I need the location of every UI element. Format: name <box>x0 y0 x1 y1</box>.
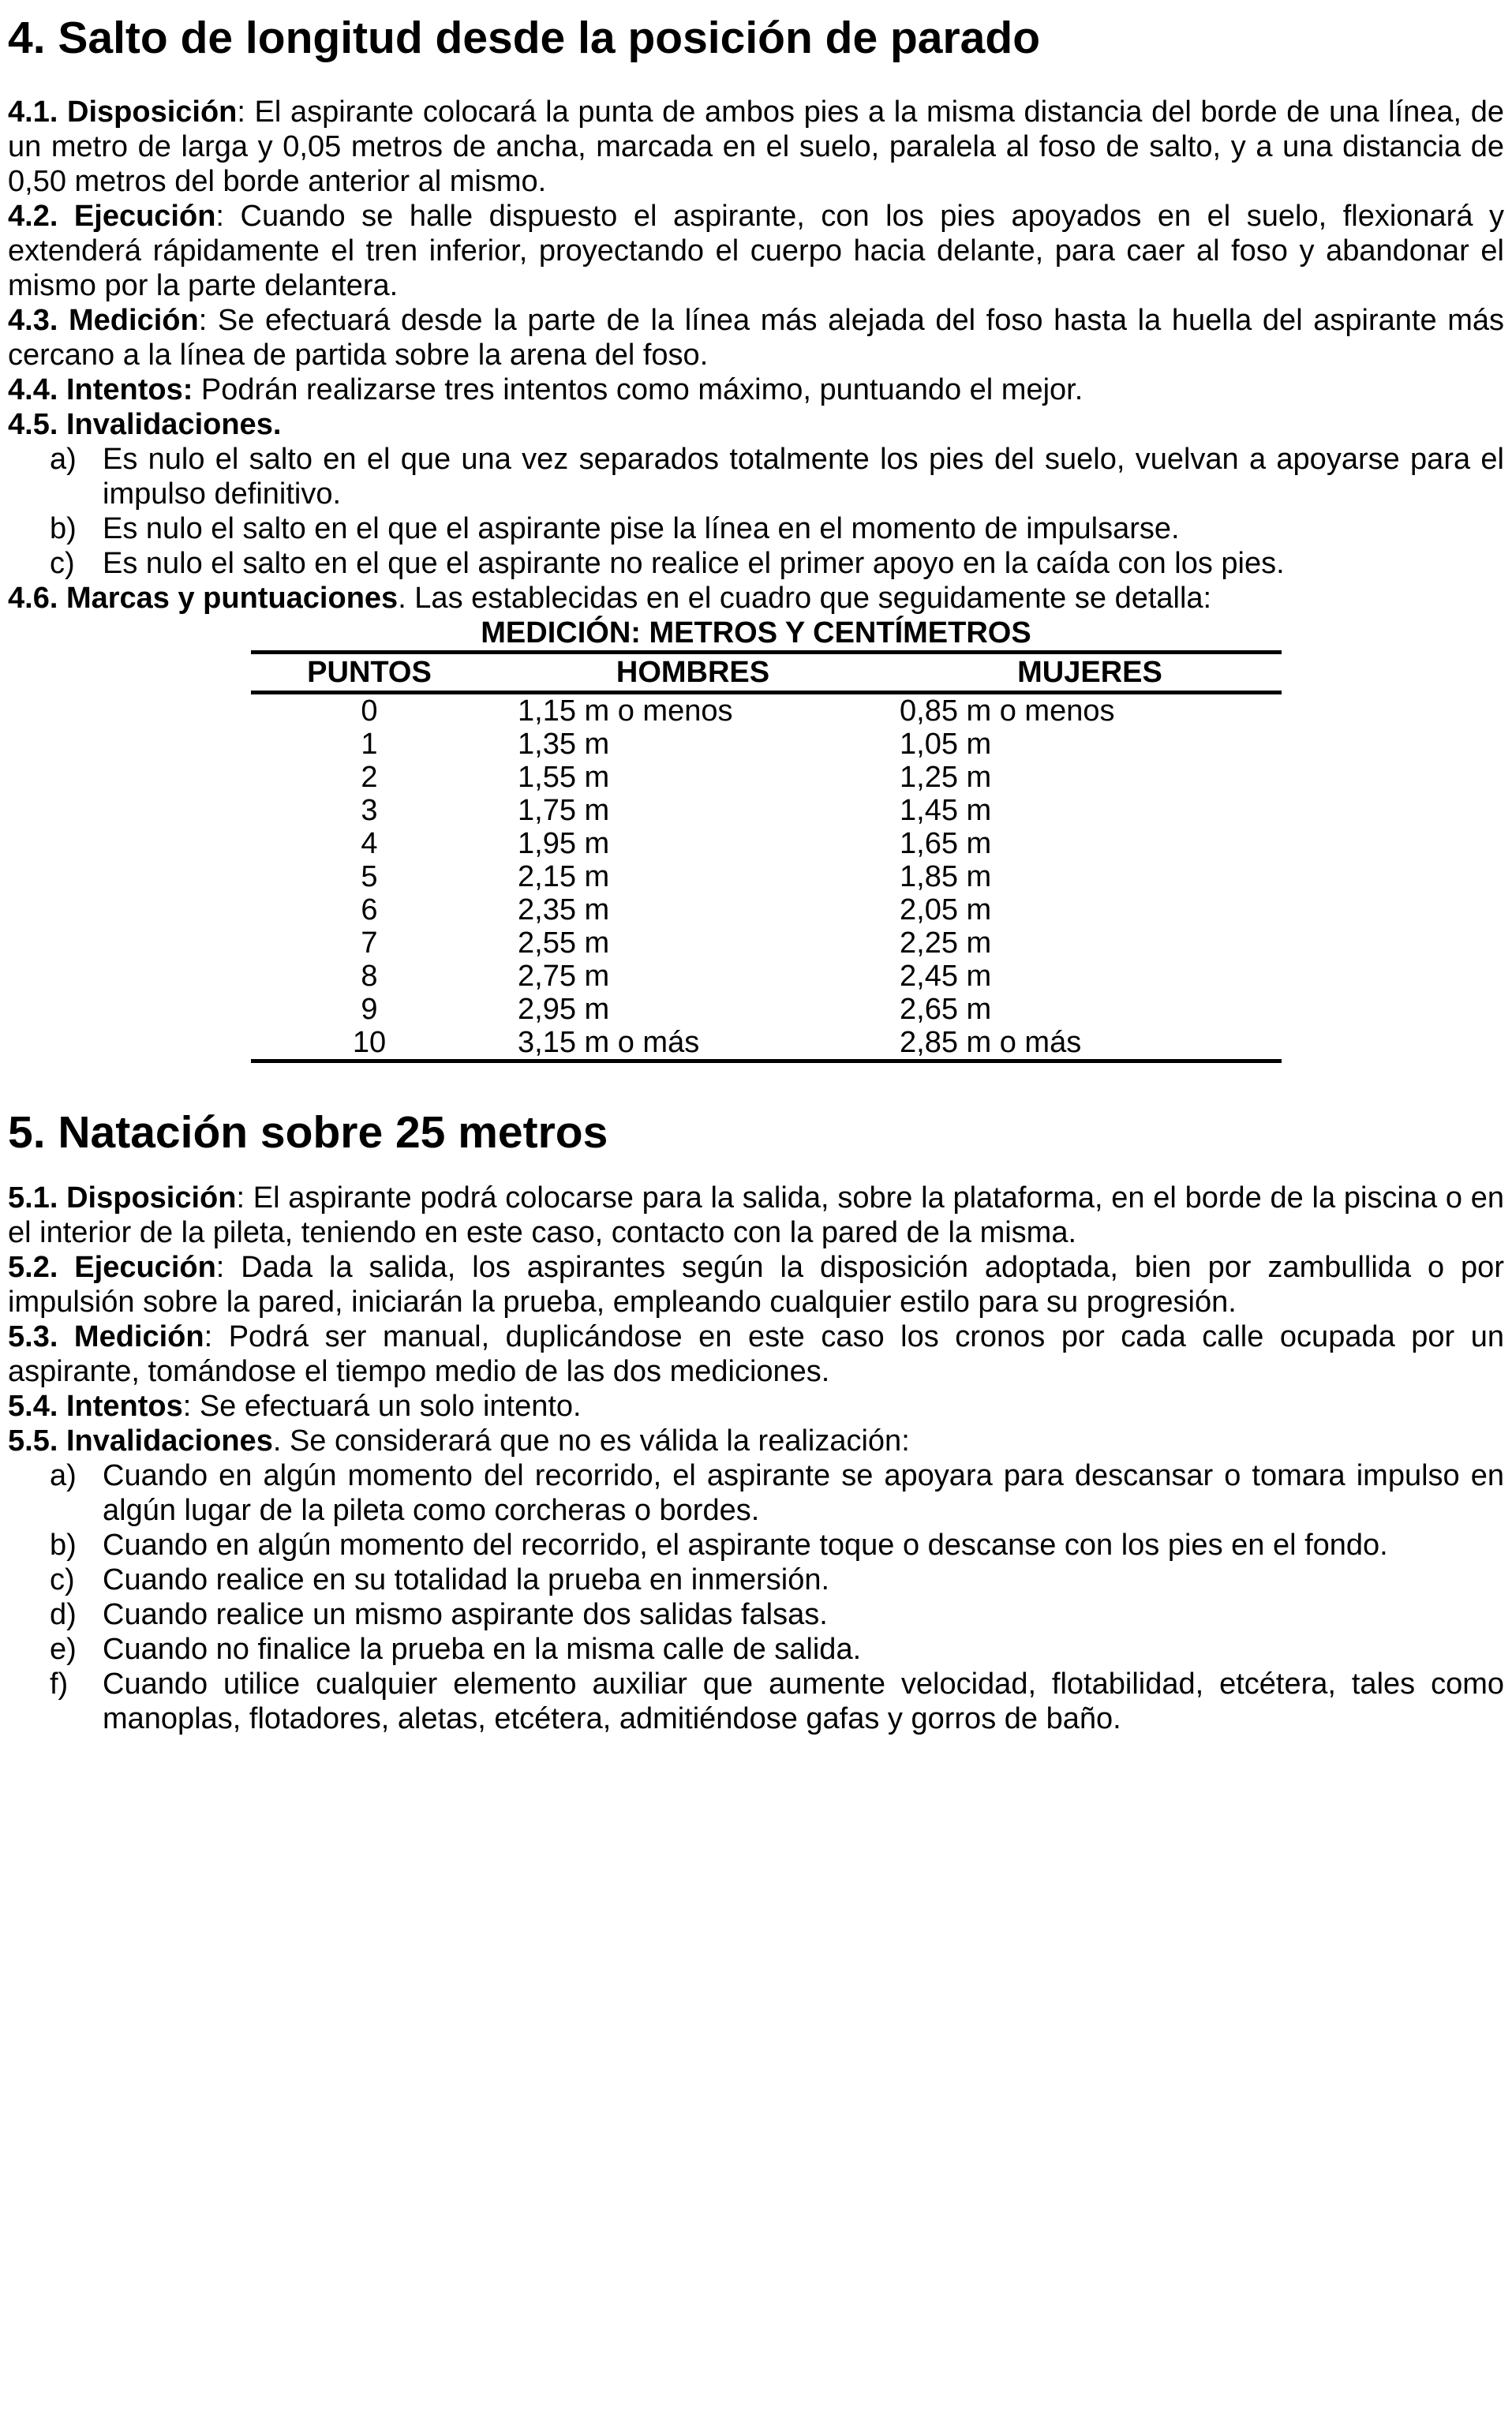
table-cell: 0 <box>361 694 378 728</box>
table-cell: 2,45 m <box>900 960 992 993</box>
col-header-mujeres: MUJERES <box>898 653 1282 693</box>
table-cell: 2,05 m <box>900 893 992 926</box>
marks-table-header <box>251 653 1282 693</box>
table-row <box>251 693 1282 728</box>
table-cell: 5 <box>361 860 378 893</box>
table-cell: 1,45 m <box>900 794 992 827</box>
list-item-text: Es nulo el salto en el que el aspirante no realice el primer apoyo en la caída con los pies. <box>103 547 1285 580</box>
col-header-hombres: HOMBRES <box>488 653 898 693</box>
para-4-6-label: 4.6. Marcas y puntuaciones <box>8 582 399 615</box>
table-cell: 9 <box>361 993 378 1026</box>
para-4-6 <box>8 581 1504 616</box>
para-5-1-text: : El aspirante podrá colocarse para la salida, sobre la plataforma, en el borde de la piscina o en el interior de la pileta, teniendo en este caso, contacto con la pared de la misma. <box>8 1181 1504 1249</box>
para-4-3-label: 4.3. Medición <box>8 304 199 337</box>
table-cell: 1,35 m <box>518 728 610 761</box>
list-item-text: Cuando en algún momento del recorrido, el aspirante toque o descanse con los pies en el fondo. <box>103 1529 1388 1562</box>
list-item-marker: d) <box>50 1598 77 1631</box>
table-cell: 1,15 m o menos <box>518 694 733 728</box>
list-item-text: Cuando utilice cualquier elemento auxiliar que aumente velocidad, flotabilidad, etcétera, tales como manoplas, flotadores, aletas, etcétera, admitiéndose gafas y gorros de baño. <box>103 1668 1504 1735</box>
table-cell: 2,65 m <box>900 993 992 1026</box>
list-item-text: Es nulo el salto en el que una vez separados totalmente los pies del suelo, vuelvan a apoyarse para el impulso definitivo. <box>103 443 1504 511</box>
table-row <box>251 860 1282 893</box>
table-row <box>251 960 1282 993</box>
list-item <box>8 1528 1504 1563</box>
marks-table-body <box>251 693 1282 1061</box>
para-4-5-label: 4.5. Invalidaciones. <box>8 408 282 441</box>
table-cell: 2,15 m <box>518 860 610 893</box>
list-item-marker: a) <box>50 443 77 476</box>
para-4-1-label: 4.1. Disposición <box>8 95 238 129</box>
para-5-5-label: 5.5. Invalidaciones <box>8 1424 273 1458</box>
table-cell: 2,75 m <box>518 960 610 993</box>
table-cell: 0,85 m o menos <box>900 694 1115 728</box>
para-5-2-label: 5.2. Ejecución <box>8 1251 216 1284</box>
list-item-marker: c) <box>50 1563 75 1596</box>
list-item-text: Es nulo el salto en el que el aspirante pise la línea en el momento de impulsarse. <box>103 512 1180 545</box>
table-row <box>251 728 1282 761</box>
table-cell: 1,85 m <box>900 860 992 893</box>
invalidations-list-swim <box>8 1458 1504 1736</box>
para-4-2 <box>8 199 1504 303</box>
list-item <box>8 546 1504 581</box>
table-cell: 2,35 m <box>518 893 610 926</box>
para-5-5-text: . Se considerará que no es válida la realización: <box>272 1424 910 1458</box>
para-4-4-label: 4.4. Intentos: <box>8 373 193 406</box>
para-5-2-text: : Dada la salida, los aspirantes según la disposición adoptada, bien por zambullida o por impulsión sobre la pared, iniciarán la prueba, empleando cualquier estilo para su progresión. <box>8 1251 1504 1319</box>
table-row <box>251 993 1282 1026</box>
list-item-marker: b) <box>50 1529 77 1562</box>
list-item <box>8 511 1504 546</box>
list-item <box>8 1597 1504 1632</box>
list-item-text: Cuando realice en su totalidad la prueba en inmersión. <box>103 1563 830 1596</box>
para-5-3-text: : Podrá ser manual, duplicándose en este caso los cronos por cada calle ocupada por un aspirante, tomándose el tiempo medio de las dos mediciones. <box>8 1320 1504 1388</box>
table-cell: 6 <box>361 893 378 926</box>
table-cell: 2,95 m <box>518 993 610 1026</box>
table-cell: 1,25 m <box>900 761 992 794</box>
table-cell: 2,25 m <box>900 926 992 960</box>
list-item-text: Cuando no finalice la prueba en la misma calle de salida. <box>103 1633 862 1666</box>
table-cell: 8 <box>361 960 378 993</box>
table-cell: 10 <box>352 1026 387 1059</box>
table-row <box>251 761 1282 794</box>
para-4-3-text: : Se efectuará desde la parte de la línea más alejada del foso hasta la huella del aspirante más cercano a la línea de partida sobre la arena del foso. <box>8 304 1504 372</box>
list-item-marker: c) <box>50 547 75 580</box>
para-4-3 <box>8 303 1504 372</box>
para-5-4-text: : Se efectuará un solo intento. <box>182 1390 582 1423</box>
para-4-6-text: . Las establecidas en el cuadro que seguidamente se detalla: <box>398 582 1212 615</box>
para-4-2-label: 4.2. Ejecución <box>8 200 216 233</box>
table-cell: 7 <box>361 926 378 960</box>
para-5-3 <box>8 1319 1504 1389</box>
table-header-row <box>251 653 1282 693</box>
list-item <box>8 1632 1504 1667</box>
table-row <box>251 827 1282 860</box>
table-cell: 1,75 m <box>518 794 610 827</box>
table-cell: 1 <box>361 728 378 761</box>
table-cell: 1,55 m <box>518 761 610 794</box>
list-item-marker: e) <box>50 1633 77 1666</box>
table-row <box>251 1026 1282 1061</box>
table-cell: 2,55 m <box>518 926 610 960</box>
table-row <box>251 794 1282 827</box>
table-cell: 1,65 m <box>900 827 992 860</box>
list-item-marker: f) <box>50 1668 69 1701</box>
para-4-2-text: : Cuando se halle dispuesto el aspirante, con los pies apoyados en el suelo, flexionará y extenderá rápidamente el tren inferior, proyectando el cuerpo hacia delante, para caer al foso y abandonar el mismo por la parte delantera. <box>8 200 1504 302</box>
section5-heading: 5. Natación sobre 25 metros <box>8 1107 608 1158</box>
para-4-5 <box>8 407 1504 442</box>
table-cell: 3 <box>361 794 378 827</box>
para-5-3-label: 5.3. Medición <box>8 1320 204 1353</box>
para-5-4-label: 5.4. Intentos <box>8 1390 183 1423</box>
table-cell: 2,85 m o más <box>900 1026 1082 1059</box>
para-4-4 <box>8 372 1504 407</box>
list-item-text: Cuando en algún momento del recorrido, el aspirante se apoyara para descansar o tomara impulso en algún lugar de la pileta como corcheras o bordes. <box>103 1459 1504 1527</box>
para-4-1-text: : El aspirante colocará la punta de ambos pies a la misma distancia del borde de una línea, de un metro de larga y 0,05 metros de ancha, marcada en el suelo, paralela al foso de salto, y a una distancia de 0,50 metros del borde anterior al mismo. <box>8 95 1504 198</box>
table-cell: 2 <box>361 761 378 794</box>
col-header-puntos: PUNTOS <box>251 653 488 693</box>
table-row <box>251 893 1282 926</box>
section4-heading: 4. Salto de longitud desde la posición de parado <box>8 13 1041 63</box>
table-cell: 4 <box>361 827 378 860</box>
invalidations-list-jump <box>8 442 1504 581</box>
list-item <box>8 1458 1504 1528</box>
para-4-4-text: Podrán realizarse tres intentos como máximo, puntuando el mejor. <box>193 373 1083 406</box>
para-5-1-label: 5.1. Disposición <box>8 1181 237 1215</box>
list-item <box>8 1667 1504 1736</box>
list-item-marker: b) <box>50 512 77 545</box>
table-title: MEDICIÓN: METROS Y CENTÍMETROS <box>481 616 1031 649</box>
list-item <box>8 1563 1504 1597</box>
table-cell: 1,95 m <box>518 827 610 860</box>
para-5-1 <box>8 1181 1504 1250</box>
table-cell: 3,15 m o más <box>518 1026 700 1059</box>
list-item-marker: a) <box>50 1459 77 1492</box>
table-cell: 1,05 m <box>900 728 992 761</box>
para-5-2 <box>8 1250 1504 1319</box>
list-item <box>8 442 1504 511</box>
para-5-4 <box>8 1389 1504 1424</box>
list-item-text: Cuando realice un mismo aspirante dos salidas falsas. <box>103 1598 828 1631</box>
para-4-1 <box>8 95 1504 199</box>
marks-table <box>251 650 1282 1063</box>
para-5-5 <box>8 1424 1504 1458</box>
table-row <box>251 926 1282 960</box>
